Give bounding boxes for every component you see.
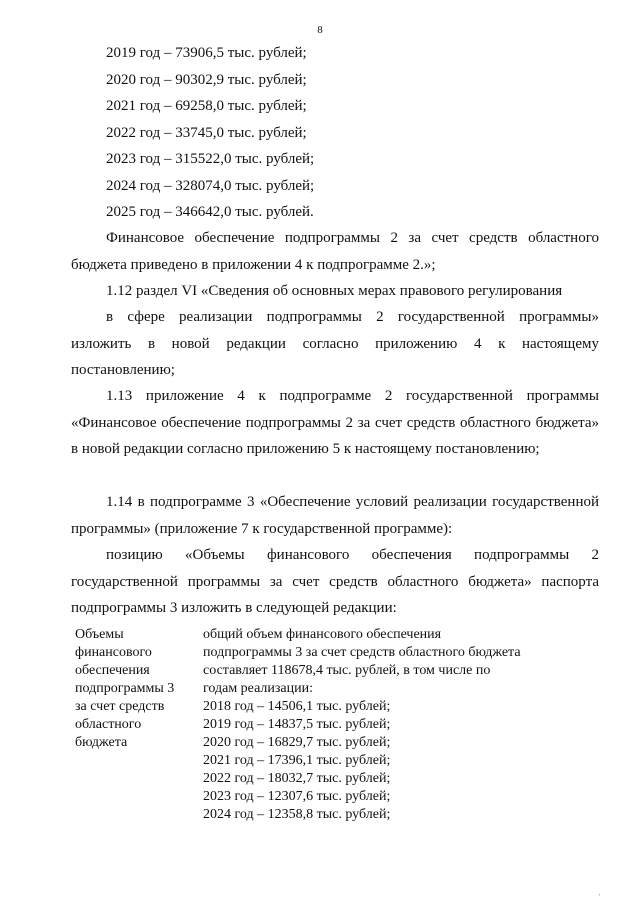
table-label-line: обеспечения bbox=[75, 663, 150, 678]
year-line: 2021 год – 69258,0 тыс. рублей; bbox=[106, 98, 307, 114]
table-value-line: 2018 год – 14506,1 тыс. рублей; bbox=[203, 699, 391, 714]
paragraph-position: позицию «Объемы финансового обеспечения подпрограммы 2 государственной программы за счет средств областного бюджета» паспорта подпрограммы 3 изложить в следующей редакции: bbox=[71, 547, 599, 616]
table-label-line: Объемы bbox=[75, 627, 124, 642]
page-number: 8 bbox=[317, 24, 323, 36]
table-value-cell bbox=[203, 626, 573, 824]
table-value-line: 2020 год – 16829,7 тыс. рублей; bbox=[203, 735, 391, 750]
table-value-line: годам реализации: bbox=[203, 681, 313, 696]
table-label-line: бюджета bbox=[75, 735, 128, 750]
table-value-line: составляет 118678,4 тыс. рублей, в том числе по bbox=[203, 663, 491, 678]
table-label-line: за счет средств bbox=[75, 699, 165, 714]
table-label-line: подпрограммы 3 bbox=[75, 681, 175, 696]
table-value-line: подпрограммы 3 за счет средств областного бюджета bbox=[203, 645, 521, 660]
table-label-cell bbox=[75, 626, 193, 752]
year-line: 2022 год – 33745,0 тыс. рублей; bbox=[106, 124, 307, 141]
table-label-line: финансового bbox=[75, 645, 152, 660]
year-line: 2025 год – 346642,0 тыс. рублей. bbox=[106, 204, 314, 220]
corner-mark: ' bbox=[599, 893, 601, 901]
paragraph-financing-note: Финансовое обеспечение подпрограммы 2 за счет средств областного бюджета приведено в приложении 4 к подпрограмме 2.»; bbox=[71, 230, 599, 273]
year-line: 2019 год – 73906,5 тыс. рублей; bbox=[106, 45, 307, 61]
year-line: 2024 год – 328074,0 тыс. рублей; bbox=[106, 177, 315, 194]
year-line: 2020 год – 90302,9 тыс. рублей; bbox=[106, 71, 307, 88]
table-value-line: 2023 год – 12307,6 тыс. рублей; bbox=[203, 789, 391, 804]
year-line: 2023 год – 315522,0 тыс. рублей; bbox=[106, 151, 315, 167]
funding-year-list bbox=[106, 40, 314, 226]
paragraph-item-1-14: 1.14 в подпрограмме 3 «Обеспечение условий реализации государственной программы» (приложение 7 к государственной программе): bbox=[71, 494, 599, 537]
table-value-line: 2021 год – 17396,1 тыс. рублей; bbox=[203, 753, 391, 768]
paragraph-item-1-12-cont: в сфере реализации подпрограммы 2 государственной программы» изложить в новой редакции согласно приложению 4 к настоящему постановлению; bbox=[71, 309, 599, 378]
table-value-line: 2022 год – 18032,7 тыс. рублей; bbox=[203, 771, 391, 786]
table-value-line: 2024 год – 12358,8 тыс. рублей; bbox=[203, 807, 391, 822]
paragraph-item-1-12: 1.12 раздел VI «Сведения об основных мерах правового регулирования bbox=[106, 283, 563, 299]
table-label-line: областного bbox=[75, 717, 142, 732]
table-value-line: общий объем финансового обеспечения bbox=[203, 627, 442, 642]
table-value-line: 2019 год – 14837,5 тыс. рублей; bbox=[203, 717, 391, 732]
paragraph-item-1-13: 1.13 приложение 4 к подпрограмме 2 государственной программы «Финансовое обеспечение подпрограммы 2 за счет средств областного бюджета» в новой редакции согласно приложению 5 к настоящему постановлению; bbox=[71, 388, 599, 457]
